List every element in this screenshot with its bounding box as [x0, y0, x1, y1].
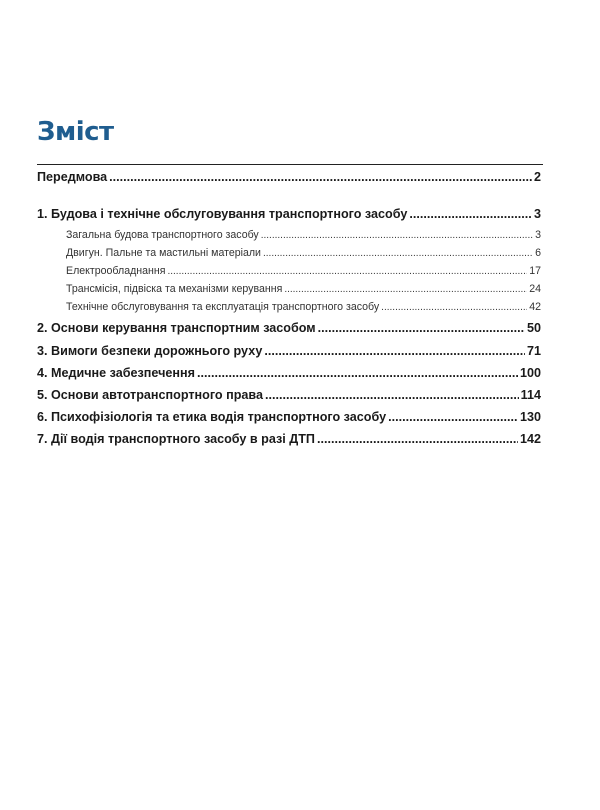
toc-entry-page: 3	[533, 207, 541, 221]
toc-entry-label: 7. Дії водія транспортного засобу в разі ДТП	[37, 432, 315, 446]
dot-leader	[263, 248, 533, 259]
toc-entry-page: 142	[519, 432, 541, 446]
toc-entry-label: 5. Основи автотранспортного права	[37, 388, 263, 402]
toc-entry-preface[interactable]	[37, 170, 541, 184]
toc-entry-page: 42	[529, 301, 541, 313]
toc-entry-page: 24	[529, 283, 541, 295]
toc-entry-chapter-1[interactable]	[37, 207, 541, 221]
toc-entry-section[interactable]	[66, 283, 541, 295]
toc-entry-label: 3. Вимоги безпеки дорожнього руху	[37, 344, 263, 358]
dot-leader	[318, 321, 525, 335]
toc-entry-page: 2	[533, 170, 541, 184]
dot-leader	[284, 284, 527, 295]
toc-entry-chapter-3[interactable]	[37, 344, 541, 358]
toc-entry-label: Трансмісія, підвіска та механізми керування	[66, 283, 283, 295]
dot-leader	[197, 366, 518, 380]
toc-entry-chapter-6[interactable]	[37, 410, 541, 424]
toc-entry-page: 130	[519, 410, 541, 424]
toc-entry-label: 2. Основи керування транспортним засобом	[37, 321, 316, 335]
toc-entry-label: Двигун. Пальне та мастильні матеріали	[66, 247, 261, 259]
toc-entry-label: 6. Психофізіологія та етика водія транспортного засобу	[37, 410, 387, 424]
toc-entry-chapter-5[interactable]	[37, 388, 541, 402]
toc-entry-chapter-2[interactable]	[37, 321, 541, 335]
toc-entry-chapter-4[interactable]	[37, 366, 541, 380]
toc-entry-label: Передмова	[37, 170, 108, 184]
dot-leader	[261, 230, 533, 241]
toc-entry-page: 6	[535, 247, 541, 259]
dot-leader	[409, 207, 532, 221]
toc-entry-page: 3	[535, 229, 541, 241]
page-title: Зміст	[37, 117, 114, 147]
toc-entry-section[interactable]	[66, 247, 541, 259]
dot-leader	[264, 344, 525, 358]
toc-entry-section[interactable]	[66, 229, 541, 241]
toc-entry-label: Технічне обслуговування та експлуатація транспортного засобу	[66, 301, 380, 313]
toc-entry-section[interactable]	[66, 301, 541, 313]
toc-entry-section[interactable]	[66, 265, 541, 277]
toc-entry-page: 17	[529, 265, 541, 277]
toc-entry-label: 1. Будова і технічне обслуговування транспортного засобу	[37, 207, 408, 221]
toc-entry-page: 114	[520, 388, 541, 402]
toc-entry-page: 100	[519, 366, 541, 380]
toc-entry-label: 4. Медичне забезпечення	[37, 366, 195, 380]
dot-leader	[167, 266, 527, 277]
dot-leader	[388, 410, 518, 424]
dot-leader	[109, 170, 532, 184]
toc-entry-page: 50	[526, 321, 541, 335]
toc-entry-label: Електрообладнання	[66, 265, 166, 277]
dot-leader	[265, 388, 519, 402]
title-divider	[37, 164, 543, 165]
dot-leader	[381, 302, 527, 313]
toc-entry-page: 71	[526, 344, 541, 358]
toc-entry-chapter-7[interactable]	[37, 432, 541, 446]
toc-entry-label: Загальна будова транспортного засобу	[66, 229, 259, 241]
dot-leader	[317, 432, 518, 446]
